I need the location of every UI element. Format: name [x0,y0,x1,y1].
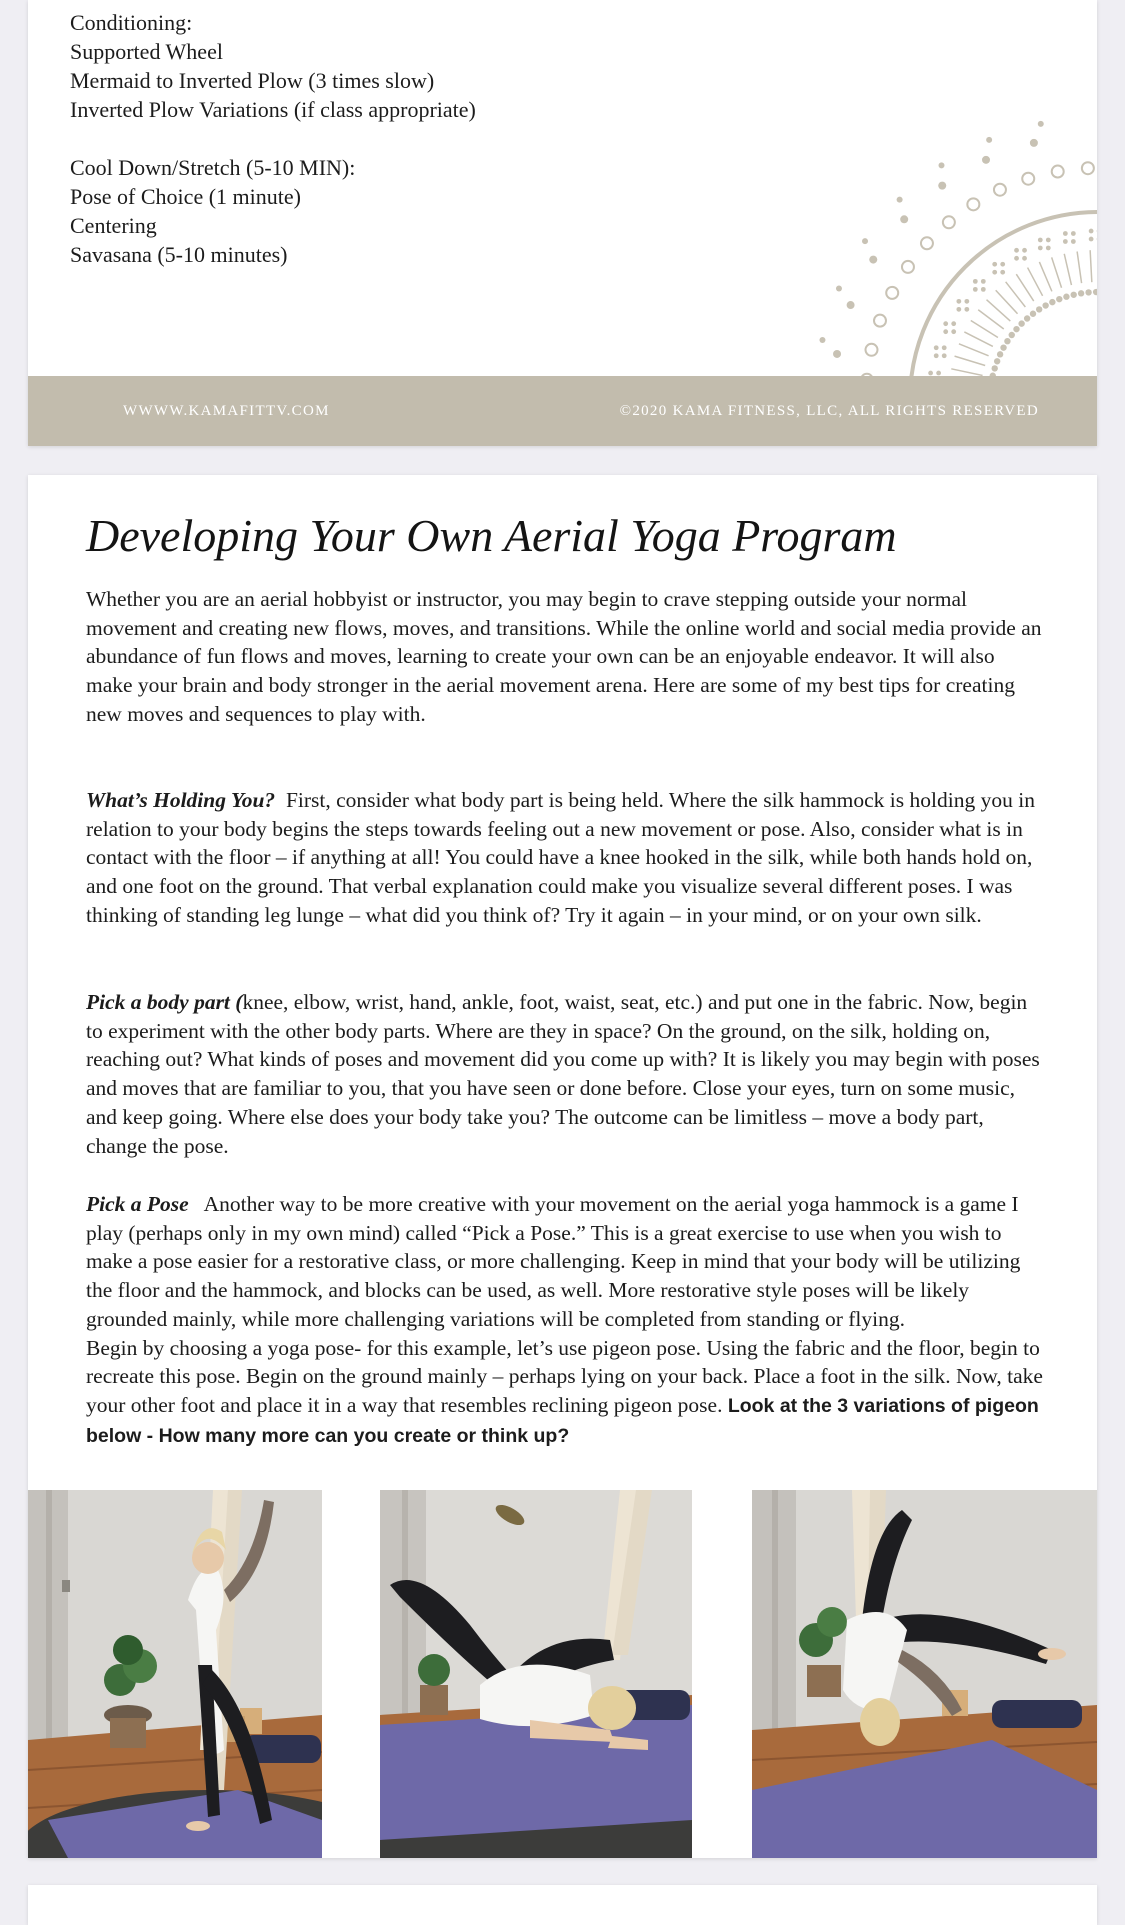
tip-body-part-lead: Pick a body part ( [86,990,242,1014]
tip-pick-pose-body-2: Begin by choosing a yoga pose- for this example, let’s use pigeon pose. Using the fabric and the floor, begin to recreate this pose. Begin on the ground mainly – perhaps lying on your back. Place a foot in the silk. Now, take your other foot and place it in a way that resembles reclining pigeon pose. [86,1336,1043,1417]
tip-holding-body: First, consider what body part is being held. Where the silk hammock is holding you in relation to your body begins the steps towards feeling out a new movement or pose. Also, consider what is in contact with the floor – if anything at all! You could have a knee hooked in the silk, while both hands hold on, and one foot on the ground. That verbal explanation could make you visualize several different poses. I was thinking of standing leg lunge – what did you think of? Try it again – in your mind, or on your own silk. [86,788,1035,927]
next-page [28,1885,1097,1925]
schedule-item: Inverted Plow Variations (if class appropriate) [70,95,476,124]
pigeon-variations-callout: Look at the 3 variations of pigeon below - How many more can you create or think up? [86,1395,1039,1447]
tip-pick-pose-paragraph [86,1190,1046,1450]
schedule-item: Centering [70,211,476,240]
intro-paragraph: Whether you are an aerial hobbyist or instructor, you may begin to crave stepping outside your normal movement and creating new flows, moves, and transitions. While the online world and social media provide an abundance of fun flows and moves, learning to create your own can be an enjoyable endeavor. It will also make your brain and body stronger in the aerial movement arena. Here are some of my best tips for creating new moves and sequences to play with. [86,585,1046,729]
photo-standing-pigeon [28,1490,322,1858]
article-page [28,475,1097,1858]
tip-body-part-body: knee, elbow, wrist, hand, ankle, foot, waist, seat, etc.) and put one in the fabric. Now, begin to experiment with the other body parts. Where are they in space? On the ground, on the silk, holding on, reaching out? What kinds of poses and movement did you come up with? It is likely you may begin with poses and moves that are familiar to you, that you have seen or done before. Close your eyes, turn on some music, and keep going. Where else does your body take you? The outcome can be limitless – move a body part, change the pose. [86,990,1040,1158]
page-footer [28,376,1097,446]
mandala-decoration-icon [628,0,1097,376]
tip-holding-lead: What’s Holding You? [86,788,275,812]
footer-copyright: ©2020 KAMA FITNESS, LLC, ALL RIGHTS RESERVED [620,403,1039,420]
conditioning-heading: Conditioning: [70,8,476,37]
schedule-item: Pose of Choice (1 minute) [70,182,476,211]
schedule-item: Mermaid to Inverted Plow (3 times slow) [70,66,476,95]
tip-holding-paragraph [86,786,1046,930]
photo-flying-pigeon [752,1490,1097,1858]
tip-pick-pose-body: Another way to be more creative with your movement on the aerial yoga hammock is a game I play (perhaps only in my own mind) called “Pick a Pose.” This is a great exercise to use when you wish to make a pose easier for a restorative class, or more challenging. Keep in mind that your body will be utilizing the floor and the hammock, and blocks can be used, as well. More restorative style poses will be likely grounded mainly, while more challenging variations will be completed from standing or flying. [86,1192,1020,1331]
tip-pick-pose-lead: Pick a Pose [86,1192,189,1216]
article-title: Developing Your Own Aerial Yoga Program [86,509,897,562]
footer-website: WWWW.KAMAFITTV.COM [123,403,330,420]
cooldown-heading: Cool Down/Stretch (5-10 MIN): [70,153,476,182]
schedule-item: Savasana (5-10 minutes) [70,240,476,269]
photo-grounded-pigeon [380,1490,692,1858]
previous-page [28,0,1097,446]
tip-body-part-paragraph [86,988,1046,1160]
class-schedule [70,8,476,269]
schedule-item: Supported Wheel [70,37,476,66]
